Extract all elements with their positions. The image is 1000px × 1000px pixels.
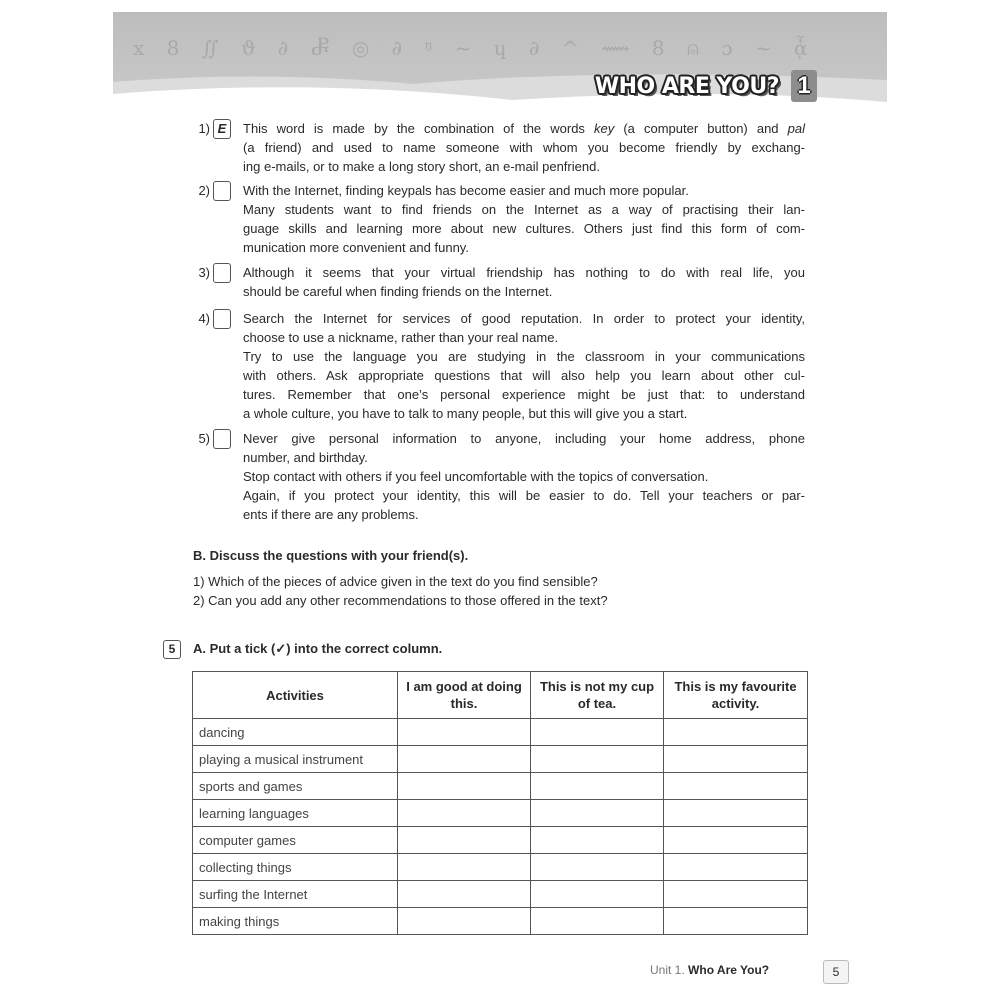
tick-cell[interactable] [398, 746, 531, 773]
text-line: Many students want to find friends on the Internet as a way of practising their lan- [243, 202, 805, 217]
table-row [193, 746, 808, 773]
tick-cell[interactable] [531, 773, 664, 800]
item-number: 5) [198, 431, 210, 446]
unit-title: WHO ARE YOU? [594, 74, 779, 99]
item-number: 3) [198, 265, 210, 280]
tick-cell[interactable] [664, 800, 808, 827]
tick-cell[interactable] [398, 719, 531, 746]
table-row [193, 854, 808, 881]
tick-cell[interactable] [531, 746, 664, 773]
table-row [193, 827, 808, 854]
activity-cell: making things [193, 908, 398, 935]
question: 1) Which of the pieces of advice given in the text do you find sensible? [193, 574, 598, 589]
header-banner [113, 12, 887, 104]
text-line: Again, if you protect your identity, this will be easier to do. Tell your teachers or par- [243, 488, 805, 503]
column-header: This is not my cup of tea. [531, 672, 664, 719]
tick-cell[interactable] [531, 854, 664, 881]
text-line: Stop contact with others if you feel uncomfortable with the topics of conversation. [243, 469, 709, 484]
activity-cell: sports and games [193, 773, 398, 800]
tick-cell[interactable] [531, 827, 664, 854]
section-b-heading: B. Discuss the questions with your friend(s). [193, 548, 469, 563]
text-line: munication more convenient and funny. [243, 240, 469, 255]
tick-cell[interactable] [531, 881, 664, 908]
table-row [193, 773, 808, 800]
tick-cell[interactable] [398, 827, 531, 854]
tick-cell[interactable] [398, 854, 531, 881]
tick-cell[interactable] [664, 881, 808, 908]
tick-cell[interactable] [531, 719, 664, 746]
column-header: This is my favourite activity. [664, 672, 808, 719]
tick-cell[interactable] [398, 800, 531, 827]
activity-cell: learning languages [193, 800, 398, 827]
page-number: 5 [823, 960, 849, 984]
text-line: number, and birthday. [243, 450, 368, 465]
text-line: This word is made by the combination of the words key (a computer button) and pal [243, 121, 805, 136]
symbol-decoration: x 8 ∬ ϑ ∂ Ⴥ ◎ ∂ ᵑ ~ ɥ ∂ ^ ⟿ 8 ⍝ ɔ ~ ᾇ [133, 36, 816, 60]
activity-cell: surfing the Internet [193, 881, 398, 908]
tick-cell[interactable] [398, 908, 531, 935]
text-line: choose to use a nickname, rather than your real name. [243, 330, 559, 345]
activity-cell: playing a musical instrument [193, 746, 398, 773]
exercise-number: 5 [163, 640, 181, 659]
tick-cell[interactable] [531, 908, 664, 935]
answer-box[interactable] [213, 429, 231, 449]
tick-cell[interactable] [398, 773, 531, 800]
text-line: tures. Remember that one’s personal experience might be just that: to understand [243, 387, 805, 402]
item-number: 1) [198, 121, 210, 136]
tick-cell[interactable] [531, 800, 664, 827]
activities-table [192, 671, 808, 935]
footer [650, 963, 769, 977]
tick-cell[interactable] [664, 827, 808, 854]
table-row [193, 719, 808, 746]
column-header: I am good at doing this. [398, 672, 531, 719]
answer-box[interactable] [213, 263, 231, 283]
item-number: 2) [198, 183, 210, 198]
text-line: should be careful when finding friends on the Internet. [243, 284, 553, 299]
text-item [188, 263, 808, 301]
footer-title: Who Are You? [688, 963, 770, 977]
question: 2) Can you add any other recommendations to those offered in the text? [193, 593, 608, 608]
tick-cell[interactable] [664, 908, 808, 935]
text-line: a whole culture, you have to talk to many people, but this will give you a start. [243, 406, 688, 421]
text-item [188, 181, 808, 257]
text-line: ents if there are any problems. [243, 507, 419, 522]
activity-cell: collecting things [193, 854, 398, 881]
answer-box[interactable] [213, 309, 231, 329]
unit-number: 1 [791, 70, 817, 102]
activity-cell: computer games [193, 827, 398, 854]
table-row [193, 908, 808, 935]
text-line: (a friend) and used to name someone with whom you become friendly by exchang- [243, 140, 805, 155]
item-number: 4) [198, 311, 210, 326]
text-line: with others. Ask appropriate questions that will also help you learn about other cul- [243, 368, 805, 383]
answer-box[interactable] [213, 181, 231, 201]
text-item [188, 119, 808, 176]
text-line: Search the Internet for services of good reputation. In order to protect your identity, [243, 311, 805, 326]
footer-unit: Unit 1. [650, 963, 685, 977]
text-line: ing e-mails, or to make a long story short, an e-mail penfriend. [243, 159, 600, 174]
table-row [193, 881, 808, 908]
tick-cell[interactable] [664, 719, 808, 746]
tick-cell[interactable] [664, 854, 808, 881]
text-item [188, 309, 808, 423]
tick-cell[interactable] [398, 881, 531, 908]
text-item [188, 429, 808, 524]
tick-cell[interactable] [664, 773, 808, 800]
text-line: Never give personal information to anyone, including your home address, phone [243, 431, 805, 446]
answer-box[interactable]: E [213, 119, 231, 139]
table-row [193, 800, 808, 827]
text-line: With the Internet, finding keypals has become easier and much more popular. [243, 183, 689, 198]
text-line: Try to use the language you are studying in the classroom in your communications [243, 349, 805, 364]
activity-cell: dancing [193, 719, 398, 746]
text-line: guage skills and learning more about new cultures. Others just find this form of com- [243, 221, 805, 236]
exercise-instruction: A. Put a tick (✓) into the correct column. [193, 641, 443, 656]
text-line: Although it seems that your virtual friendship has nothing to do with real life, you [243, 265, 805, 280]
tick-cell[interactable] [664, 746, 808, 773]
column-header: Activities [193, 672, 398, 719]
